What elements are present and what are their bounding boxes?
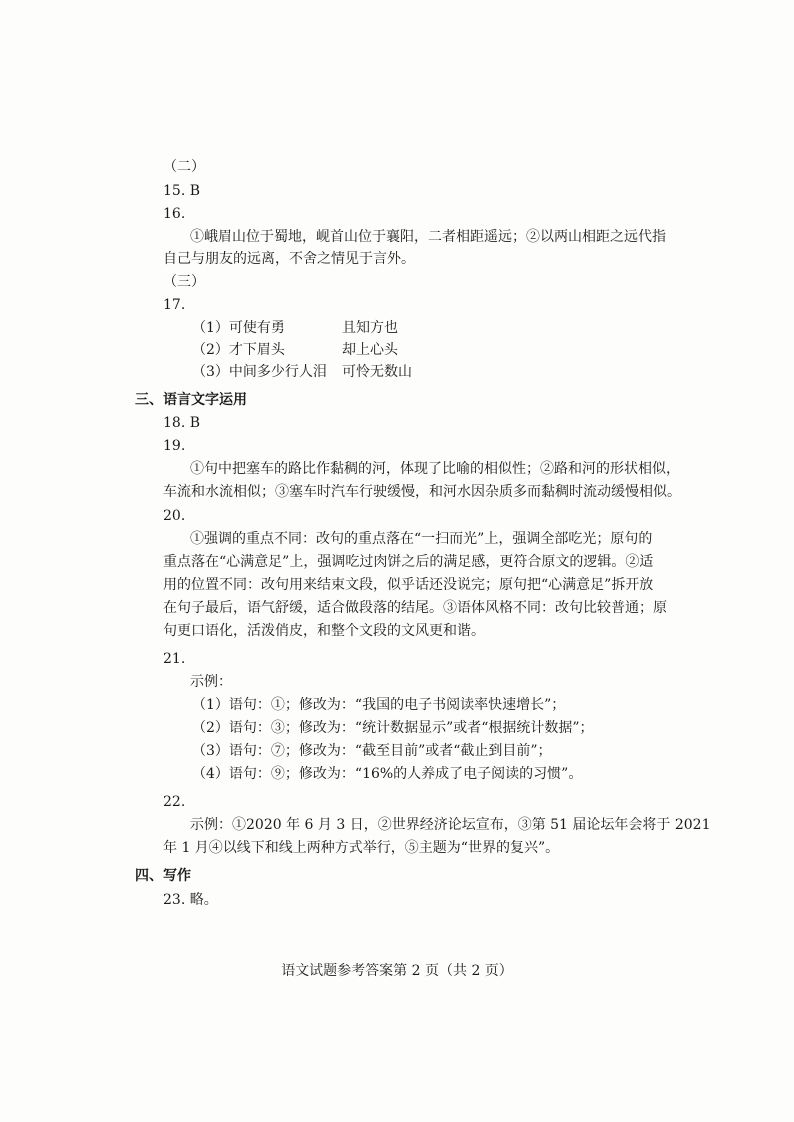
answer-23: 23. 略。: [163, 892, 218, 908]
answer-17-row: [192, 363, 412, 381]
page-footer: 语文试题参考答案第 2 页（共 2 页）: [281, 963, 513, 979]
answer-17-left: （1）可使有勇: [192, 320, 285, 336]
answer-18: 18. B: [163, 415, 201, 431]
answer-17-row: [192, 341, 398, 359]
answer-21-item: （1）语句：①；修改为：“我国的电子书阅读率快速增长”；: [192, 697, 566, 713]
answer-16-line-2: 自己与朋友的远离，不舍之情见于言外。: [163, 251, 415, 267]
question-number-19: 19.: [163, 438, 186, 454]
section-sub-heading-3: （三）: [163, 274, 205, 290]
answer-20-line-3: 用的位置不同：改句用来结束文段，似乎话还没说完；原句把“心满意足”拆开放: [163, 577, 654, 593]
answer-21-item: （3）语句：⑦；修改为：“截至目前”或者“截止到目前”；: [192, 743, 552, 759]
section-heading-3: 三、语言文字运用: [135, 392, 247, 408]
answer-22-line-1: 示例：①2020 年 6 月 3 日，②世界经济论坛宣布，③第 51 届论坛年会将于 2021: [190, 817, 711, 833]
answer-17-row: [192, 319, 398, 337]
question-number-17: 17.: [163, 297, 186, 313]
answer-16-line-1: ①峨眉山位于蜀地，岘首山位于襄阳，二者相距遥远；②以两山相距之远代指: [190, 229, 666, 245]
answer-19-line-2: 车流和水流相似；③塞车时汽车行驶缓慢，和河水因杂质多而黏稠时流动缓慢相似。: [163, 484, 681, 500]
question-number-20: 20.: [163, 508, 186, 524]
answer-22-line-2: 年 1 月④以线下和线上两种方式举行，⑤主题为“世界的复兴”。: [163, 840, 560, 856]
answer-20-line-2: 重点落在“心满意足”上，强调吃过肉饼之后的满足感，更符合原文的逻辑。②适: [163, 554, 654, 570]
answer-20-line-5: 句更口语化，活泼俏皮，和整个文段的文风更和谐。: [163, 623, 485, 639]
section-heading-4: 四、写作: [135, 868, 191, 884]
answer-21-example-label: 示例：: [190, 674, 232, 690]
answer-21-item: （4）语句：⑨；修改为：“16%的人养成了电子阅读的习惯”。: [192, 766, 583, 782]
answer-17-right: 且知方也: [342, 320, 398, 336]
section-sub-heading-2: （二）: [163, 159, 205, 175]
question-number-22: 22.: [163, 794, 186, 810]
answer-15: 15. B: [163, 183, 201, 199]
answer-17-right: 可怜无数山: [342, 364, 412, 380]
question-number-16: 16.: [163, 206, 186, 222]
question-number-21: 21.: [163, 651, 186, 667]
answer-21-item: （2）语句：③；修改为：“统计数据显示”或者“根据统计数据”；: [192, 720, 594, 736]
answer-20-line-1: ①强调的重点不同：改句的重点落在“一扫而光”上，强调全部吃光；原句的: [190, 531, 653, 547]
answer-19-line-1: ①句中把塞车的路比作黏稠的河，体现了比喻的相似性；②路和河的形状相似，: [190, 461, 680, 477]
answer-20-line-4: 在句子最后，语气舒缓，适合做段落的结尾。③语体风格不同：改句比较普通；原: [163, 600, 667, 616]
answer-17-left: （3）中间多少行人泪: [192, 364, 327, 380]
answer-17-left: （2）才下眉头: [192, 342, 285, 358]
answer-17-right: 却上心头: [342, 342, 398, 358]
